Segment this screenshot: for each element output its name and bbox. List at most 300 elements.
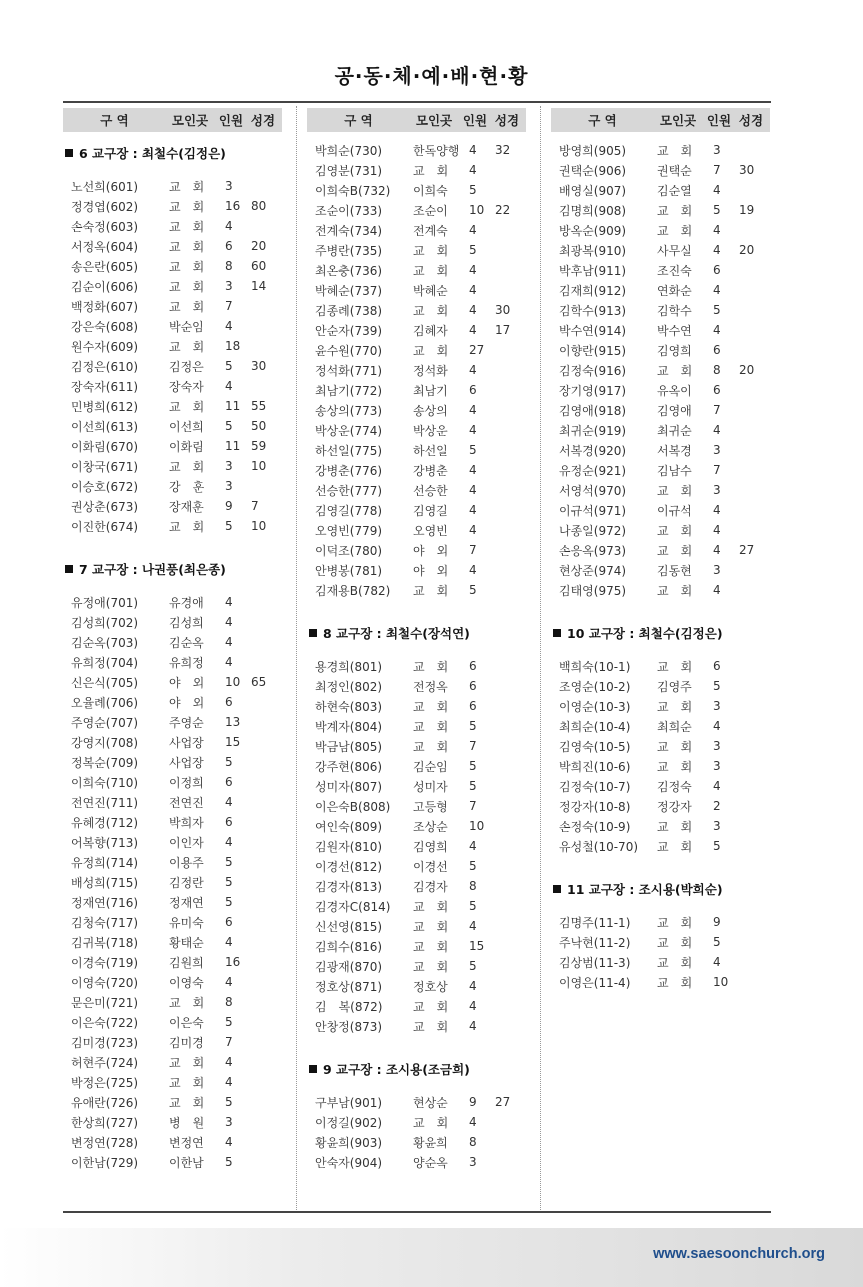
district-cell: 김광재(870) <box>315 959 383 974</box>
place-cell: 교 회 <box>169 279 205 294</box>
table-row <box>307 876 526 896</box>
district-cell: 송은란(605) <box>71 259 139 274</box>
place-cell: 교 회 <box>169 1095 205 1110</box>
count-cell: 6 <box>225 695 233 709</box>
place-cell: 서복경 <box>657 443 692 458</box>
count-cell: 8 <box>713 363 721 377</box>
count-cell: 5 <box>713 679 721 693</box>
place-cell: 연화순 <box>657 283 692 298</box>
footer-url[interactable]: www.saesoonchurch.org <box>653 1246 825 1262</box>
count-cell: 4 <box>713 543 721 557</box>
district-cell: 황윤희(903) <box>315 1135 383 1150</box>
place-cell: 교 회 <box>657 699 693 714</box>
count-cell: 4 <box>225 615 233 629</box>
district-cell: 장기영(917) <box>559 383 627 398</box>
column-divider <box>540 106 541 1210</box>
count-cell: 6 <box>713 263 721 277</box>
count-cell: 4 <box>713 243 721 257</box>
section-gap <box>307 132 526 140</box>
bible-cell: 30 <box>739 163 755 177</box>
count-cell: 4 <box>225 795 233 809</box>
place-cell: 교 회 <box>657 955 693 970</box>
table-row <box>551 540 770 560</box>
table-row <box>307 280 526 300</box>
bible-cell: 20 <box>251 239 267 253</box>
place-cell: 정재연 <box>169 895 204 910</box>
place-cell: 야 외 <box>413 563 449 578</box>
place-cell: 교 회 <box>413 919 449 934</box>
place-cell: 최희순 <box>657 719 692 734</box>
table-row <box>551 656 770 676</box>
district-cell: 박희진(10-6) <box>559 759 631 774</box>
district-cell: 박수연(914) <box>559 323 627 338</box>
district-cell: 유희정(704) <box>71 655 139 670</box>
place-cell: 김영길 <box>413 503 448 518</box>
count-cell: 4 <box>469 919 477 933</box>
column-2 <box>307 108 526 1172</box>
top-rule <box>63 101 771 103</box>
table-row <box>63 992 282 1012</box>
table-row <box>63 832 282 852</box>
table-row <box>551 380 770 400</box>
table-row <box>307 796 526 816</box>
district-cell: 유정희(714) <box>71 855 139 870</box>
header-count: 인원 <box>706 113 732 128</box>
district-cell: 안숙자(904) <box>315 1155 383 1170</box>
district-cell: 이진한(674) <box>71 519 139 534</box>
count-cell: 4 <box>469 143 477 157</box>
section-gap <box>63 166 282 176</box>
count-cell: 8 <box>469 879 477 893</box>
place-cell: 주영순 <box>169 715 204 730</box>
count-cell: 5 <box>469 899 477 913</box>
district-cell: 원수자(609) <box>71 339 139 354</box>
count-cell: 7 <box>469 799 477 813</box>
table-row <box>551 200 770 220</box>
place-cell: 성미자 <box>413 779 448 794</box>
table-row <box>307 200 526 220</box>
place-cell: 교 회 <box>169 519 205 534</box>
section-heading <box>551 876 770 902</box>
table-row <box>63 772 282 792</box>
district-cell: 선승한(777) <box>315 483 383 498</box>
count-cell: 5 <box>469 243 477 257</box>
bible-cell: 14 <box>251 279 267 293</box>
count-cell: 3 <box>713 443 721 457</box>
table-row <box>551 360 770 380</box>
table-row <box>63 1092 282 1112</box>
count-cell: 4 <box>225 379 233 393</box>
district-cell: 이덕조(780) <box>315 543 383 558</box>
count-cell: 2 <box>713 799 721 813</box>
count-cell: 3 <box>225 279 233 293</box>
place-cell: 교 회 <box>169 259 205 274</box>
table-row <box>307 500 526 520</box>
district-cell: 서복경(920) <box>559 443 627 458</box>
square-bullet-icon <box>553 629 561 637</box>
place-cell: 박혜순 <box>413 283 448 298</box>
district-cell: 정재연(716) <box>71 895 139 910</box>
place-cell: 김남수 <box>657 463 692 478</box>
table-row <box>63 972 282 992</box>
square-bullet-icon <box>309 629 317 637</box>
place-cell: 교 회 <box>413 959 449 974</box>
place-cell: 교 회 <box>657 975 693 990</box>
bible-cell: 32 <box>495 143 511 157</box>
place-cell: 유미숙 <box>169 915 204 930</box>
table-row <box>63 236 282 256</box>
district-cell: 장숙자(611) <box>71 379 139 394</box>
table-row <box>307 320 526 340</box>
place-cell: 교 회 <box>413 1019 449 1034</box>
district-cell: 손정숙(10-9) <box>559 819 631 834</box>
table-row <box>63 952 282 972</box>
district-cell: 김정은(610) <box>71 359 139 374</box>
table-row <box>551 240 770 260</box>
district-cell: 유애란(726) <box>71 1095 139 1110</box>
place-cell: 김순임 <box>413 759 448 774</box>
table-row <box>63 336 282 356</box>
count-cell: 4 <box>713 183 721 197</box>
table-row <box>307 420 526 440</box>
section-gap <box>551 856 770 876</box>
count-cell: 4 <box>225 635 233 649</box>
place-cell: 교 회 <box>413 343 449 358</box>
count-cell: 3 <box>225 479 233 493</box>
district-cell: 최남기(772) <box>315 383 383 398</box>
table-row <box>307 300 526 320</box>
square-bullet-icon <box>65 565 73 573</box>
place-cell: 교 회 <box>169 299 205 314</box>
count-cell: 7 <box>713 403 721 417</box>
count-cell: 4 <box>469 999 477 1013</box>
place-cell: 유희정 <box>169 655 204 670</box>
place-cell: 정석화 <box>413 363 448 378</box>
district-cell: 김재희(912) <box>559 283 627 298</box>
table-row <box>63 752 282 772</box>
count-cell: 4 <box>469 979 477 993</box>
district-cell: 변정연(728) <box>71 1135 139 1150</box>
table-row <box>307 856 526 876</box>
count-cell: 5 <box>713 303 721 317</box>
count-cell: 5 <box>225 1155 233 1169</box>
count-cell: 7 <box>469 739 477 753</box>
table-row <box>307 696 526 716</box>
district-cell: 김상범(11-3) <box>559 955 631 970</box>
table-row <box>551 952 770 972</box>
table-row <box>63 1012 282 1032</box>
district-cell: 김영애(918) <box>559 403 627 418</box>
place-cell: 교 회 <box>657 839 693 854</box>
count-cell: 4 <box>469 303 477 317</box>
bible-cell: 17 <box>495 323 511 337</box>
place-cell: 교 회 <box>169 1075 205 1090</box>
place-cell: 교 회 <box>657 543 693 558</box>
place-cell: 장재훈 <box>169 499 204 514</box>
district-cell: 이희숙B(732) <box>315 183 391 198</box>
header-count: 인원 <box>462 113 488 128</box>
place-cell: 교 회 <box>413 1115 449 1130</box>
place-cell: 교 회 <box>657 203 693 218</box>
count-cell: 4 <box>469 839 477 853</box>
count-cell: 5 <box>225 755 233 769</box>
count-cell: 3 <box>713 483 721 497</box>
count-cell: 4 <box>713 523 721 537</box>
bible-cell: 50 <box>251 419 267 433</box>
district-cell: 백정화(607) <box>71 299 139 314</box>
table-row <box>551 340 770 360</box>
district-cell: 신은식(705) <box>71 675 139 690</box>
section-heading <box>63 556 282 582</box>
place-cell: 김성희 <box>169 615 204 630</box>
district-cell: 김순이(606) <box>71 279 139 294</box>
district-cell: 허현주(724) <box>71 1055 139 1070</box>
place-cell: 유경애 <box>169 595 204 610</box>
count-cell: 10 <box>225 675 241 689</box>
place-cell: 김정은 <box>169 359 204 374</box>
table-row <box>551 736 770 756</box>
district-cell: 박계자(804) <box>315 719 383 734</box>
place-cell: 김영주 <box>657 679 692 694</box>
count-cell: 4 <box>469 1019 477 1033</box>
place-cell: 김영애 <box>657 403 692 418</box>
place-cell: 교 회 <box>169 199 205 214</box>
district-cell: 정경엽(602) <box>71 199 139 214</box>
section-title: 11 교구장 : 조시용(박희순) <box>567 882 723 897</box>
bible-cell: 22 <box>495 203 511 217</box>
district-cell: 이희숙(710) <box>71 775 139 790</box>
table-row <box>307 916 526 936</box>
square-bullet-icon <box>553 885 561 893</box>
district-cell: 이경선(812) <box>315 859 383 874</box>
table-row <box>307 656 526 676</box>
count-cell: 15 <box>225 735 241 749</box>
count-cell: 6 <box>469 383 477 397</box>
district-cell: 김순옥(703) <box>71 635 139 650</box>
place-cell: 야 외 <box>413 543 449 558</box>
place-cell: 교 회 <box>413 719 449 734</box>
header-count: 인원 <box>218 113 244 128</box>
place-cell: 교 회 <box>169 179 205 194</box>
district-cell: 서정옥(604) <box>71 239 139 254</box>
table-row <box>551 756 770 776</box>
count-cell: 3 <box>225 459 233 473</box>
district-cell: 강병춘(776) <box>315 463 383 478</box>
table-row <box>551 716 770 736</box>
table-row <box>307 1016 526 1036</box>
count-cell: 4 <box>713 719 721 733</box>
table-row <box>307 936 526 956</box>
district-cell: 나종일(972) <box>559 523 627 538</box>
place-cell: 강 훈 <box>169 479 205 494</box>
table-row <box>63 652 282 672</box>
count-cell: 5 <box>713 839 721 853</box>
district-cell: 이향란(915) <box>559 343 627 358</box>
count-cell: 5 <box>225 1095 233 1109</box>
place-cell: 김동현 <box>657 563 692 578</box>
district-cell: 김종례(738) <box>315 303 383 318</box>
count-cell: 4 <box>713 503 721 517</box>
place-cell: 교 회 <box>657 143 693 158</box>
header-bible: 성경 <box>494 113 520 128</box>
count-cell: 9 <box>225 499 233 513</box>
table-row <box>307 756 526 776</box>
section-gap <box>307 1082 526 1092</box>
table-row <box>63 852 282 872</box>
place-cell: 조진숙 <box>657 263 692 278</box>
place-cell: 이선희 <box>169 419 204 434</box>
district-cell: 이정길(902) <box>315 1115 383 1130</box>
place-cell: 이은숙 <box>169 1015 204 1030</box>
count-cell: 3 <box>469 1155 477 1169</box>
district-cell: 박희순(730) <box>315 143 383 158</box>
district-cell: 이화림(670) <box>71 439 139 454</box>
district-cell: 방영희(905) <box>559 143 627 158</box>
place-cell: 교 회 <box>657 659 693 674</box>
count-cell: 10 <box>469 203 485 217</box>
count-cell: 9 <box>469 1095 477 1109</box>
column-header <box>551 108 770 132</box>
district-cell: 배영실(907) <box>559 183 627 198</box>
district-cell: 정복순(709) <box>71 755 139 770</box>
table-row <box>63 632 282 652</box>
count-cell: 4 <box>713 223 721 237</box>
district-cell: 김학수(913) <box>559 303 627 318</box>
place-cell: 교 회 <box>169 459 205 474</box>
table-row <box>63 456 282 476</box>
table-row <box>63 612 282 632</box>
district-cell: 박정은(725) <box>71 1075 139 1090</box>
place-cell: 정강자 <box>657 799 692 814</box>
bible-cell: 65 <box>251 675 267 689</box>
district-cell: 한상희(727) <box>71 1115 139 1130</box>
count-cell: 6 <box>469 679 477 693</box>
district-cell: 오영빈(779) <box>315 523 383 538</box>
table-row <box>63 692 282 712</box>
count-cell: 8 <box>469 1135 477 1149</box>
table-row <box>307 776 526 796</box>
district-cell: 유성철(10-70) <box>559 839 639 854</box>
table-row <box>551 560 770 580</box>
table-row <box>551 776 770 796</box>
district-cell: 하선일(775) <box>315 443 383 458</box>
bible-cell: 27 <box>739 543 755 557</box>
count-cell: 5 <box>469 583 477 597</box>
count-cell: 6 <box>225 775 233 789</box>
place-cell: 교 회 <box>413 739 449 754</box>
place-cell: 전계숙 <box>413 223 448 238</box>
count-cell: 4 <box>469 563 477 577</box>
place-cell: 장숙자 <box>169 379 204 394</box>
district-cell: 강주현(806) <box>315 759 383 774</box>
table-row <box>307 540 526 560</box>
table-row <box>551 140 770 160</box>
header-place: 모인곳 <box>171 113 209 128</box>
header-district: 구 역 <box>344 113 373 128</box>
place-cell: 교 회 <box>413 163 449 178</box>
count-cell: 5 <box>225 875 233 889</box>
table-row <box>551 520 770 540</box>
district-cell: 최희순(10-4) <box>559 719 631 734</box>
table-row <box>551 280 770 300</box>
place-cell: 교 회 <box>657 759 693 774</box>
count-cell: 4 <box>713 583 721 597</box>
place-cell: 사무실 <box>657 243 692 258</box>
district-cell: 전계숙(734) <box>315 223 383 238</box>
district-cell: 송상의(773) <box>315 403 383 418</box>
district-cell: 문은미(721) <box>71 995 139 1010</box>
section-gap <box>63 536 282 556</box>
district-cell: 정강자(10-8) <box>559 799 631 814</box>
count-cell: 8 <box>225 259 233 273</box>
place-cell: 사업장 <box>169 755 204 770</box>
place-cell: 김정숙 <box>657 779 692 794</box>
count-cell: 6 <box>469 699 477 713</box>
section-gap <box>551 600 770 620</box>
bible-cell: 7 <box>251 499 259 513</box>
place-cell: 이규석 <box>657 503 692 518</box>
place-cell: 양순옥 <box>413 1155 448 1170</box>
place-cell: 전정옥 <box>413 679 448 694</box>
count-cell: 5 <box>713 203 721 217</box>
count-cell: 5 <box>225 1015 233 1029</box>
district-cell: 김정숙(916) <box>559 363 627 378</box>
place-cell: 황윤희 <box>413 1135 448 1150</box>
place-cell: 김원희 <box>169 955 204 970</box>
table-row <box>307 560 526 580</box>
district-cell: 정호상(871) <box>315 979 383 994</box>
place-cell: 유옥이 <box>657 383 692 398</box>
table-row <box>63 712 282 732</box>
table-row <box>63 516 282 536</box>
place-cell: 이용주 <box>169 855 204 870</box>
bible-cell: 27 <box>495 1095 511 1109</box>
count-cell: 4 <box>469 1115 477 1129</box>
table-row <box>551 816 770 836</box>
place-cell: 황태순 <box>169 935 204 950</box>
section-gap <box>63 582 282 592</box>
district-cell: 윤수원(770) <box>315 343 383 358</box>
section-gap <box>307 646 526 656</box>
count-cell: 3 <box>225 179 233 193</box>
column-header <box>307 108 526 132</box>
district-cell: 김원자(810) <box>315 839 383 854</box>
district-cell: 민병희(612) <box>71 399 139 414</box>
count-cell: 7 <box>469 543 477 557</box>
table-row <box>307 440 526 460</box>
district-cell: 배성희(715) <box>71 875 139 890</box>
table-row <box>63 1112 282 1132</box>
district-cell: 유혜경(712) <box>71 815 139 830</box>
place-cell: 교 회 <box>657 583 693 598</box>
count-cell: 4 <box>225 595 233 609</box>
place-cell: 교 회 <box>413 699 449 714</box>
table-row <box>551 320 770 340</box>
place-cell: 교 회 <box>413 263 449 278</box>
section-heading <box>63 140 282 166</box>
table-row <box>307 180 526 200</box>
count-cell: 3 <box>225 1115 233 1129</box>
table-row <box>307 580 526 600</box>
place-cell: 정호상 <box>413 979 448 994</box>
place-cell: 송상의 <box>413 403 448 418</box>
count-cell: 15 <box>469 939 485 953</box>
section-gap <box>551 132 770 140</box>
table-row <box>63 1072 282 1092</box>
table-row <box>63 216 282 236</box>
count-cell: 3 <box>713 819 721 833</box>
table-row <box>307 520 526 540</box>
